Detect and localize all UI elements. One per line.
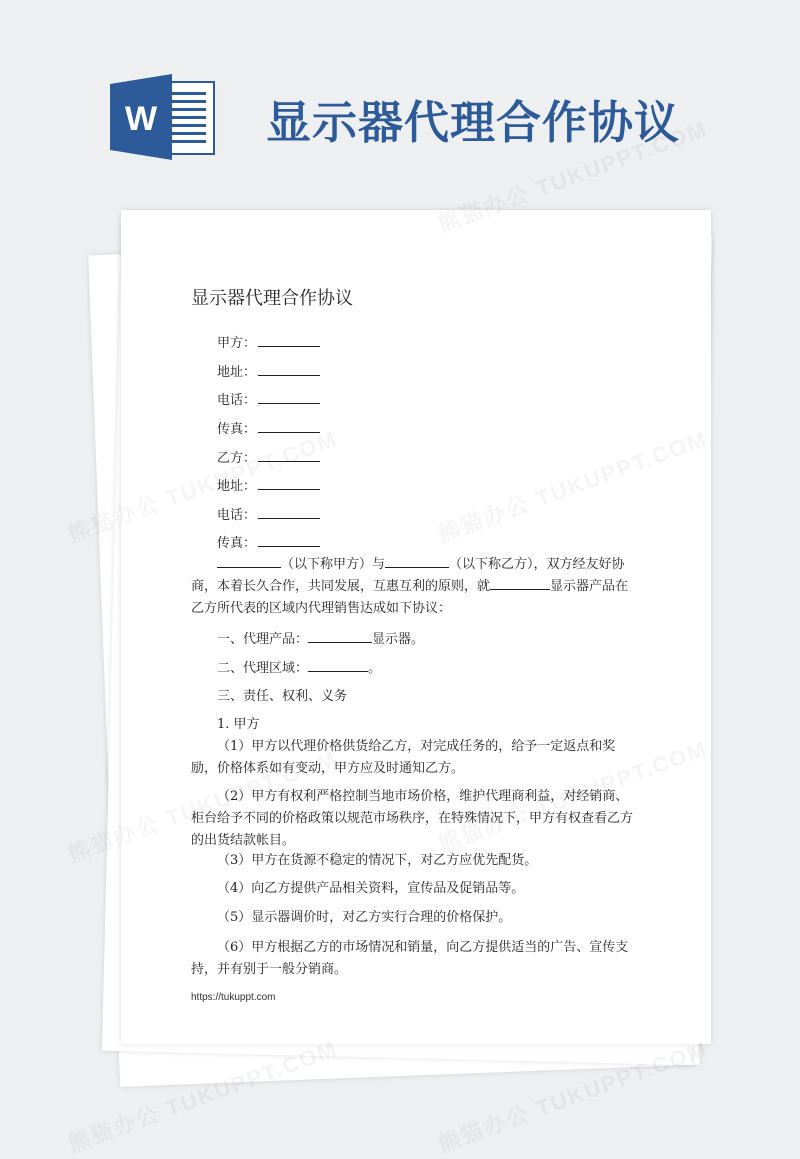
clause-1: （1）甲方以代理价格供货给乙方，对完成任务的，给予一定返点和奖励，价格体系如有变动，甲方应及时通知乙方。 [191,739,616,776]
blank-line[interactable] [258,363,320,376]
document-content [121,210,711,1044]
document-title: 显示器代理合作协议 [191,288,353,309]
blank-line[interactable] [385,555,449,568]
header-title: 显示器代理合作协议 [266,96,681,149]
field-fax-b: 传真： [217,532,320,550]
header-banner [0,0,800,200]
intro-paragraph: （以下称甲方）与 （以下称乙方），双方经友好协商，本着长久合作，共同发展，互惠互利的原则，就 显示器产品在乙方所代表的区域内代理销售达成如下协议： [191,557,629,616]
clause-2: （2）甲方有权利严格控制当地市场价格，维护代理商利益，对经销商、柜台给予不同的价格政策以规范市场秩序，在特殊情况下，甲方有权查看乙方的出货结款帐目。 [191,789,634,848]
source-url: https://tukuppt.com [191,992,276,1003]
blank-line[interactable] [258,334,320,347]
section-product: 一、代理产品： 显示器。 [217,632,425,647]
section-region: 二、代理区域： 。 [217,661,382,676]
field-address-a: 地址： [217,361,320,379]
clause-4: （4）向乙方提供产品相关资料，宣传品及促销品等。 [217,881,525,896]
blank-line[interactable] [258,506,320,519]
blank-line[interactable] [490,577,550,590]
blank-line[interactable] [308,630,372,643]
field-address-b: 地址： [217,475,320,493]
field-party-b: 乙方： [217,447,320,465]
field-party-a: 甲方： [217,332,320,350]
word-icon [110,74,216,160]
svg-text:W: W [124,100,158,138]
blank-line[interactable] [217,555,281,568]
clause-6: （6）甲方根据乙方的市场情况和销量，向乙方提供适当的广告、宣传支持，并有别于一般分销商。 [191,940,629,977]
clause-3: （3）甲方在货源不稳定的情况下，对乙方应优先配货。 [217,853,538,868]
field-phone-b: 电话： [217,504,320,522]
field-fax-a: 传真： [217,418,320,436]
section-party-a: 1. 甲方 [217,717,260,732]
blank-line[interactable] [258,534,320,547]
blank-line[interactable] [258,391,320,404]
field-phone-a: 电话： [217,389,320,407]
blank-line[interactable] [308,659,368,672]
section-duties: 三、责任、权利、义务 [217,689,348,704]
blank-line[interactable] [258,477,320,490]
clause-5: （5）显示器调价时，对乙方实行合理的价格保护。 [217,910,512,925]
